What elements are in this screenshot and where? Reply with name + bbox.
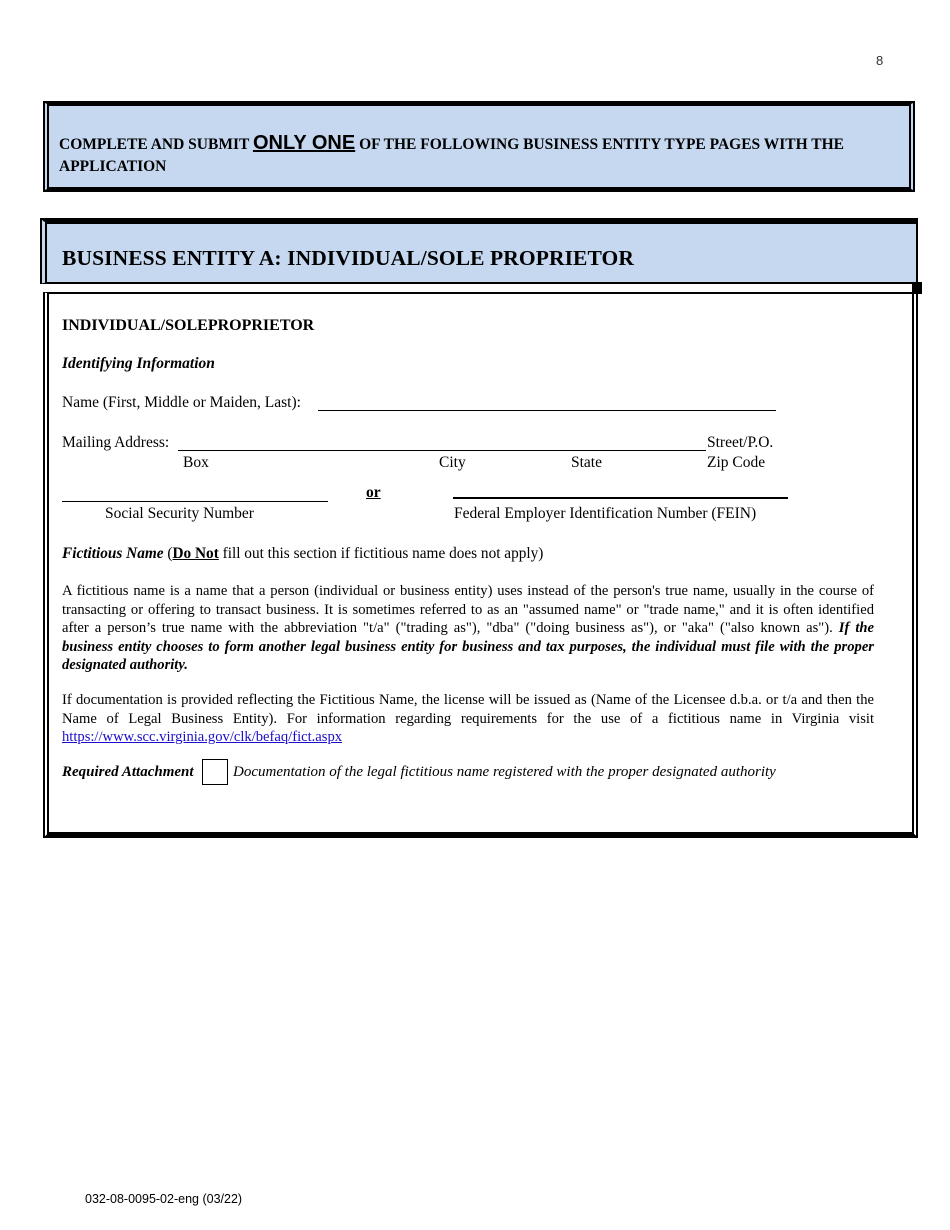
page-number: 8	[876, 53, 884, 68]
section-heading: INDIVIDUAL/SOLEPROPRIETOR	[62, 317, 315, 334]
fictitious-paren-rest: fill out this section if fictitious name does not apply)	[218, 545, 544, 562]
ssn-label: Social Security Number	[105, 505, 254, 522]
fictitious-paren-open: (	[163, 545, 173, 562]
scc-virginia-link[interactable]: https://www.scc.virginia.gov/clk/befaq/fict.aspx	[62, 729, 343, 746]
mailing-address-input-line[interactable]	[178, 450, 706, 451]
form-section	[43, 292, 918, 838]
fictitious-name-heading	[62, 545, 543, 563]
ssn-input-line[interactable]	[62, 501, 328, 502]
state-label: State	[571, 454, 602, 471]
instructions-text-before: COMPLETE AND SUBMIT	[59, 136, 253, 153]
instructions-text-after: OF THE FOLLOWING BUSINESS ENTITY TYPE PAGES WITH THE APPLICATION	[59, 136, 845, 175]
fictitious-definition-text: A fictitious name is a name that a person (individual or business entity) uses instead of the person's true name, usually in the course of transacting or offering to transact business. It is sometimes referred to as an "assumed name" or "trade name," and it is often identified after a person’s true name with the abbreviation "t/a" ("trading as"), "dba" ("doing business as"), or "aka" ("also known as").	[62, 583, 874, 637]
name-input-line[interactable]	[318, 410, 776, 411]
documentation-paragraph	[62, 691, 874, 747]
section-subheading: Identifying Information	[62, 355, 215, 372]
box-label: Box	[183, 454, 209, 471]
entity-title: BUSINESS ENTITY A: INDIVIDUAL/SOLE PROPRIETOR	[62, 246, 635, 270]
fictitious-definition-paragraph	[62, 582, 874, 675]
name-label: Name (First, Middle or Maiden, Last):	[62, 394, 301, 411]
instructions-emphasis: ONLY ONE	[252, 132, 356, 154]
form-code: 032-08-0095-02-eng (03/22)	[85, 1192, 243, 1206]
mailing-address-label: Mailing Address:	[62, 434, 170, 451]
fictitious-definition-bold: If the business entity chooses to form another legal business entity for business and tax purposes, the individual must file with the proper designated authority.	[62, 620, 874, 674]
instructions-banner	[43, 101, 915, 192]
fein-label: Federal Employer Identification Number (FEIN)	[454, 505, 757, 522]
do-not-text: Do Not	[172, 545, 219, 562]
street-po-label: Street/P.O.	[707, 434, 774, 451]
required-attachment-text: Required Attachment	[62, 764, 194, 780]
required-attachment-label	[62, 764, 194, 781]
instructions-text	[59, 132, 879, 178]
zip-code-label: Zip Code	[707, 454, 766, 471]
city-label: City	[439, 454, 466, 471]
or-label: or	[366, 484, 381, 501]
fictitious-name-label: Fictitious Name	[62, 545, 164, 562]
required-attachment-checkbox[interactable]	[202, 759, 228, 785]
documentation-text: If documentation is provided reflecting the Fictitious Name, the license will be issued as (Name of the Licensee d.b.a. or t/a and then the Name of Legal Business Entity). For information regarding requirements for the use of a fictitious name in Virginia visit	[62, 692, 874, 727]
required-attachment-description: Documentation of the legal fictitious name registered with the proper designated authority	[233, 764, 776, 780]
entity-title-banner	[40, 218, 918, 284]
fein-input-line[interactable]	[453, 497, 788, 499]
